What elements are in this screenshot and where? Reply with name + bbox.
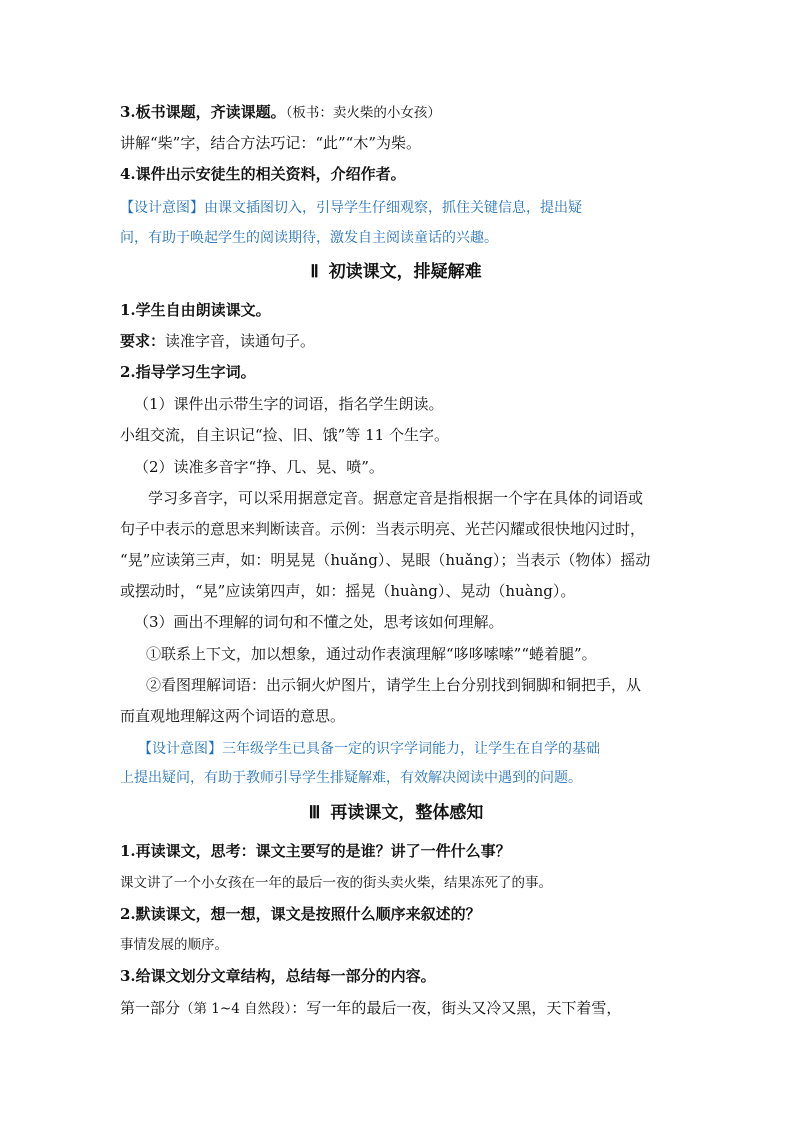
design-intent-tag: 【设计意图】 bbox=[120, 200, 204, 216]
s2-method-2-line1: ②看图理解词语：出示铜火炉图片，请学生上台分别找到铜脚和铜把手，从 bbox=[146, 676, 642, 694]
item-4: 4.课件出示安徒生的相关资料，介绍作者。 bbox=[120, 165, 406, 183]
s2-para-line1: 学习多音字，可以采用据意定音。据意定音是指根据一个字在具体的词语或 bbox=[148, 489, 644, 507]
s2-sub-1b: 小组交流，自主识记“捡、旧、饿”等 11 个生字。 bbox=[120, 426, 449, 444]
design-intent-2-line1 bbox=[138, 738, 600, 760]
s2-para-line3: “晃”应读第三声，如：明晃晃（huǎng）、晃眼（huǎng）；当表示（物体）摇动 bbox=[120, 551, 651, 569]
part-1-range: （第 1~4 自然段） bbox=[180, 1001, 292, 1017]
design-intent-1-line2: 问，有助于唤起学生的阅读期待，激发自主阅读童话的兴趣。 bbox=[120, 230, 498, 246]
section-2-heading bbox=[120, 260, 672, 284]
s2-sub-1: （1）课件出示带生字的词语，指名学生朗读。 bbox=[134, 395, 444, 413]
design-intent-1-line1 bbox=[120, 197, 582, 219]
item-3 bbox=[120, 101, 441, 124]
section-3-number: Ⅲ bbox=[308, 803, 321, 822]
s2-para-line2: 句子中表示的意思来判断读音。示例：当表示明亮、光芒闪耀或很快地闪过时， bbox=[120, 520, 646, 538]
part-1-head: 第一部分 bbox=[120, 999, 181, 1017]
section-3-title: 再读课文，整体感知 bbox=[330, 803, 484, 823]
s3-part-1 bbox=[120, 997, 621, 1020]
section-2-title: 初读课文，排疑解难 bbox=[328, 262, 482, 282]
item-3-note: （板书：卖火柴的小女孩） bbox=[285, 105, 441, 121]
design-intent-text: 由课文插图切入，引导学生仔细观察，抓住关键信息，提出疑 bbox=[204, 200, 582, 216]
s3-answer-1: 课文讲了一个小女孩在一年的最后一夜的街头卖火柴，结果冻死了的事。 bbox=[120, 875, 552, 891]
s3-question-3: 3.给课文划分文章结构，总结每一部分的内容。 bbox=[120, 967, 436, 985]
s2-requirement bbox=[120, 330, 315, 352]
s2-method-2-line2: 而直观地理解这两个词语的意思。 bbox=[120, 707, 346, 725]
s3-answer-2: 事情发展的顺序。 bbox=[120, 937, 228, 953]
requirement-text: 读准字音，读通句子。 bbox=[165, 332, 316, 350]
section-3-heading bbox=[120, 801, 672, 825]
design-intent-text: 三年级学生已具备一定的识字学词能力，让学生在自学的基础 bbox=[222, 741, 600, 757]
design-intent-tag: 【设计意图】 bbox=[138, 741, 222, 757]
section-2-number: Ⅱ bbox=[310, 262, 319, 281]
s2-sub-3: （3）画出不理解的词句和不懂之处，思考该如何理解。 bbox=[134, 613, 504, 631]
s2-para-line4: 或摆动时，“晃”应读第四声，如：摇晃（huàng）、晃动（huàng）。 bbox=[120, 582, 576, 600]
item-3-number: 3. bbox=[120, 103, 136, 121]
s2-method-1: ①联系上下文，加以想象，通过动作表演理解“哆哆嗦嗦”“蜷着腿”。 bbox=[146, 645, 597, 663]
s2-item-2: 2.指导学习生字词。 bbox=[120, 363, 256, 381]
s3-question-2: 2.默读课文，想一想，课文是按照什么顺序来叙述的？ bbox=[120, 905, 481, 923]
explain-chai: 讲解“柴”字，结合方法巧记：“此”“木”为柴。 bbox=[120, 134, 422, 152]
s2-sub-2: （2）读准多音字“挣、几、晃、喷”。 bbox=[134, 458, 384, 476]
s3-question-1: 1.再读课文，思考：课文主要写的是谁？讲了一件什么事？ bbox=[120, 842, 511, 860]
part-1-text: ：写一年的最后一夜，街头又冷又黑，天下着雪， bbox=[291, 999, 622, 1017]
item-3-title: 板书课题，齐读课题。 bbox=[135, 103, 286, 121]
design-intent-2-line2: 上提出疑问，有助于教师引导学生排疑解难，有效解决阅读中遇到的问题。 bbox=[120, 770, 582, 786]
s2-item-1: 1.学生自由朗读课文。 bbox=[120, 301, 271, 319]
requirement-label: 要求： bbox=[120, 332, 166, 350]
